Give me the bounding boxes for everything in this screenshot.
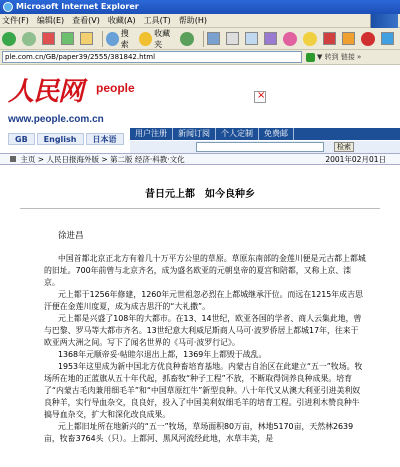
extra-icon: [361, 32, 375, 46]
menu-view[interactable]: 查看(V): [72, 16, 100, 25]
home-icon: [80, 32, 93, 45]
extra-icon: [342, 32, 355, 45]
menu-tools[interactable]: 工具(T): [143, 16, 171, 25]
article-paragraph: 中国首都北京正北方有着几十万平方公里的草原。草原东南部的金莲川便是元古都上都城的旧址。700年前曾与北京齐名，成为盛名欧亚的元朝皇帝的夏宫和陪都，又称上京、滦京。: [44, 254, 366, 287]
search-icon: [106, 32, 119, 46]
extra-button-4[interactable]: [381, 32, 396, 45]
edit-button[interactable]: [245, 32, 260, 45]
article-paragraph: 元上都是兴盛了108年的大都市。在13、14世纪，欧亚各国的学者、商人云集此地，曾与巴黎、罗马等大都市齐名。13世纪意大利威尼斯商人马可·波罗侨居上都城17年，往来于欧亚两大洲之间。写下了闻名世界的《马可·波罗行记》。: [44, 314, 362, 347]
site-logo[interactable]: [8, 71, 158, 115]
search-button[interactable]: [106, 28, 135, 50]
discuss-button[interactable]: [264, 32, 279, 45]
logo-chinese: 人民网: [8, 77, 84, 107]
discuss-icon: [264, 32, 277, 45]
lang-english-link[interactable]: English: [37, 133, 84, 145]
history-button[interactable]: [180, 32, 196, 46]
article-author: 徐进昌: [58, 231, 84, 241]
ie-logo-icon: [3, 2, 13, 12]
refresh-icon: [61, 32, 74, 45]
lang-gb-link[interactable]: GB: [8, 133, 35, 145]
extra-button-3[interactable]: [361, 32, 377, 46]
print-icon: [226, 32, 239, 45]
broken-image-icon: [254, 91, 266, 103]
extra-icon: [381, 32, 394, 45]
extra-button-2[interactable]: [342, 32, 357, 45]
menu-bar: [0, 14, 400, 28]
home-button[interactable]: [80, 32, 95, 45]
toolbar-separator: [203, 31, 204, 47]
nav-subscribe[interactable]: 新闻订阅: [173, 128, 216, 140]
go-label: ▼ 转到 链接 »: [317, 53, 362, 61]
language-links: [8, 133, 126, 145]
window-titlebar: [0, 0, 400, 14]
favorites-button[interactable]: [139, 28, 176, 50]
article-title: 昔日元上都 如今良种乡: [145, 189, 255, 200]
title-divider: [20, 208, 380, 209]
site-url: www.people.com.cn: [8, 114, 104, 125]
messenger-icon: [283, 32, 297, 46]
edit-icon: [245, 32, 258, 45]
article-body: [44, 253, 366, 445]
mail-icon: [207, 32, 220, 45]
windows-logo-icon: [370, 14, 398, 28]
forward-button[interactable]: [22, 32, 38, 46]
site-search-input[interactable]: [196, 142, 324, 152]
favorites-label: 收藏夹: [154, 28, 171, 49]
mail-button[interactable]: [207, 32, 222, 45]
star-icon: [139, 32, 152, 46]
search-label: 搜索: [120, 28, 129, 49]
nav-personalize[interactable]: 个人定制: [216, 128, 259, 140]
article-paragraph: 元上都旧址所在地新兴的“五一”牧场，草场面积80万亩，林地5170亩，天然林2639亩，牧畜3764头（只）。上都河、黑风河流经此地，水草丰美，是: [44, 422, 354, 443]
menu-help[interactable]: 帮助(H): [178, 16, 207, 25]
back-button[interactable]: [2, 32, 18, 46]
lang-japanese-link[interactable]: 日本语: [86, 133, 124, 145]
logo-english: people: [96, 81, 135, 95]
address-bar: [0, 50, 400, 65]
stop-button[interactable]: [42, 32, 57, 45]
article-paragraph: 元上都于1256年修建，1260年元世祖忽必烈在上都城继承汗位。而远在1215年成吉思汗便在金莲川度夏，成为成吉思汗的“大礼撒”。: [44, 290, 363, 311]
breadcrumb-icon: [10, 156, 16, 162]
page-content: [0, 65, 400, 467]
extra-icon: [323, 32, 336, 45]
qq-icon: [303, 32, 317, 46]
menu-file[interactable]: 文件(F): [2, 16, 29, 25]
extra-button-1[interactable]: [323, 32, 338, 45]
forward-arrow-icon: [22, 32, 36, 46]
go-arrow-icon: [306, 53, 315, 62]
print-button[interactable]: [226, 32, 241, 45]
publish-date: 2001年02月01日: [325, 155, 386, 164]
site-nav: [130, 128, 400, 140]
refresh-button[interactable]: [61, 32, 76, 45]
site-search-button[interactable]: 检索: [334, 142, 354, 152]
toolbar-separator: [102, 31, 103, 47]
article-paragraph: 1953年这里成为新中国北方优良种畜培育基地。内蒙古自治区在此建立“五一”牧场。牧场所在地的正蓝旗从五十年代起，抓畜牧“种子工程”不放，不断取得饲养良种成果。培育了“内蒙古毛肉兼用细毛羊”和“中国草原红牛”新型良种。八十年代又从澳大利亚引进美利奴良种羊，实行导血杂交，良良好，投入了中国美利奴细毛羊的培育工程。引进利木赞良种牛搞导血杂交，扩大和深化改良成果。: [44, 362, 363, 419]
history-icon: [180, 32, 194, 46]
menu-favorites[interactable]: 收藏(A): [107, 16, 136, 25]
back-arrow-icon: [2, 32, 16, 46]
toolbar: [0, 28, 400, 50]
nav-free-mail[interactable]: 免费邮: [259, 128, 294, 140]
breadcrumb: [0, 153, 400, 165]
article-paragraph: 1368年元顺帝妥·帖睦尔退出上都，1369年上都毁于战乱。: [58, 350, 267, 359]
qq-button[interactable]: [303, 32, 319, 46]
window-title: Microsoft Internet Explorer: [16, 2, 139, 11]
nav-register[interactable]: 用户注册: [130, 128, 173, 140]
stop-icon: [42, 32, 55, 45]
messenger-button[interactable]: [283, 32, 299, 46]
go-button[interactable]: [306, 52, 361, 62]
breadcrumb-path[interactable]: 主页 > 人民日报海外版 > 第二版 经济·科教·文化: [20, 155, 185, 164]
address-input[interactable]: ple.com.cn/GB/paper39/2555/381842.html: [2, 51, 302, 63]
menu-edit[interactable]: 编辑(E): [36, 16, 65, 25]
